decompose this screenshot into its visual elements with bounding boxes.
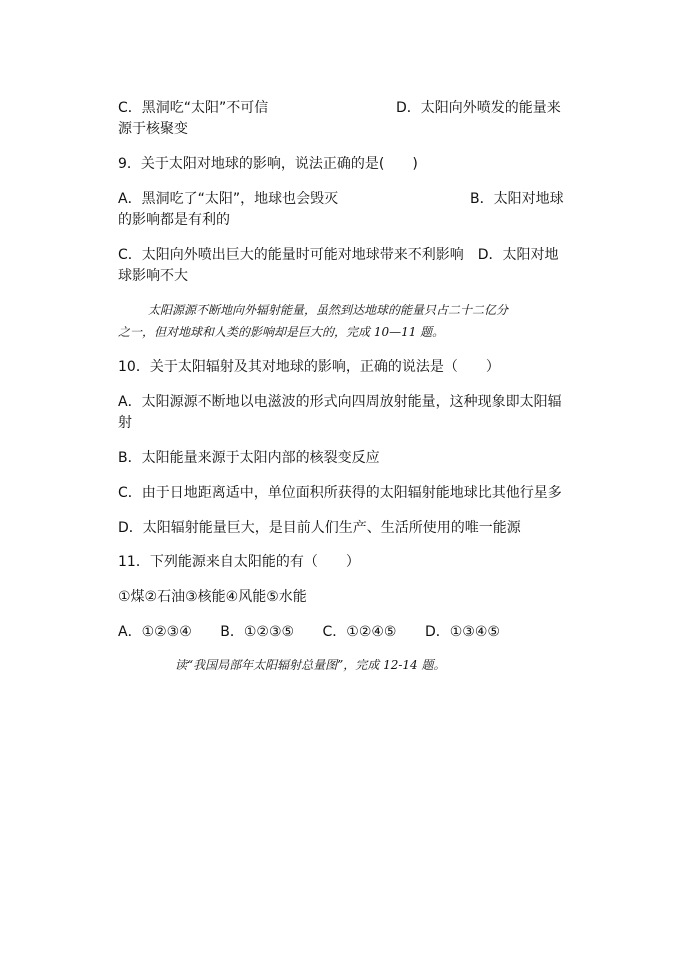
q9-stem: 9．关于太阳对地球的影响，说法正确的是( ): [118, 156, 418, 172]
q8-option-d: D．太阳向外喷发的能量来: [396, 100, 561, 116]
q11-option-d: D．①③④⑤: [424, 624, 500, 640]
intro-12-14: 读“我国局部年太阳辐射总量图”，完成 12-14 题。: [175, 658, 446, 672]
q11-option-a: A．①②③④: [118, 624, 192, 640]
q11-option-c: C．①②④⑤: [322, 624, 397, 640]
q10-option-a: A．太阳源源不断地以电滋波的形式向四周放射能量，这种现象即太阳辐: [118, 394, 562, 410]
intro-10-11-line2: 之一，但对地球和人类的影响却是巨大的，完成 10—11 题。: [118, 325, 445, 339]
q11-options: [118, 622, 524, 642]
q9-option-a: A．黑洞吃了“太阳”，地球也会毁灭: [118, 191, 339, 207]
q10-option-c: C．由于日地距离适中，单位面积所获得的太阳辐射能地球比其他行星多: [118, 485, 562, 501]
q9-option-c-d: C．太阳向外喷出巨大的能量时可能对地球带来不利影响 D．太阳对地: [118, 247, 559, 263]
q11-items: ①煤②石油③核能④风能⑤水能: [118, 589, 307, 605]
q8-option-d-continued: 源于核聚变: [118, 121, 188, 137]
q10-option-b: B．太阳能量来源于太阳内部的核裂变反应: [118, 450, 380, 466]
intro-10-11-line1: 太阳源源不断地向外辐射能量，虽然到达地球的能量只占二十二亿分: [148, 303, 509, 317]
q9-option-b: B．太阳对地球: [470, 191, 564, 207]
q11-stem: 11．下列能源来自太阳能的有（ ）: [118, 554, 360, 570]
q9-option-d-continued: 球影响不大: [118, 268, 188, 284]
q10-option-d: D．太阳辐射能量巨大，是目前人们生产、生活所使用的唯一能源: [118, 520, 521, 536]
q10-option-a-continued: 射: [118, 415, 132, 431]
q8-option-c: C．黑洞吃“太阳”不可信: [118, 100, 269, 116]
q9-option-b-continued: 的影响都是有利的: [118, 212, 230, 228]
q11-option-b: B．①②③⑤: [220, 624, 295, 640]
q10-stem: 10．关于太阳辐射及其对地球的影响，正确的说法是（ ）: [118, 359, 500, 375]
